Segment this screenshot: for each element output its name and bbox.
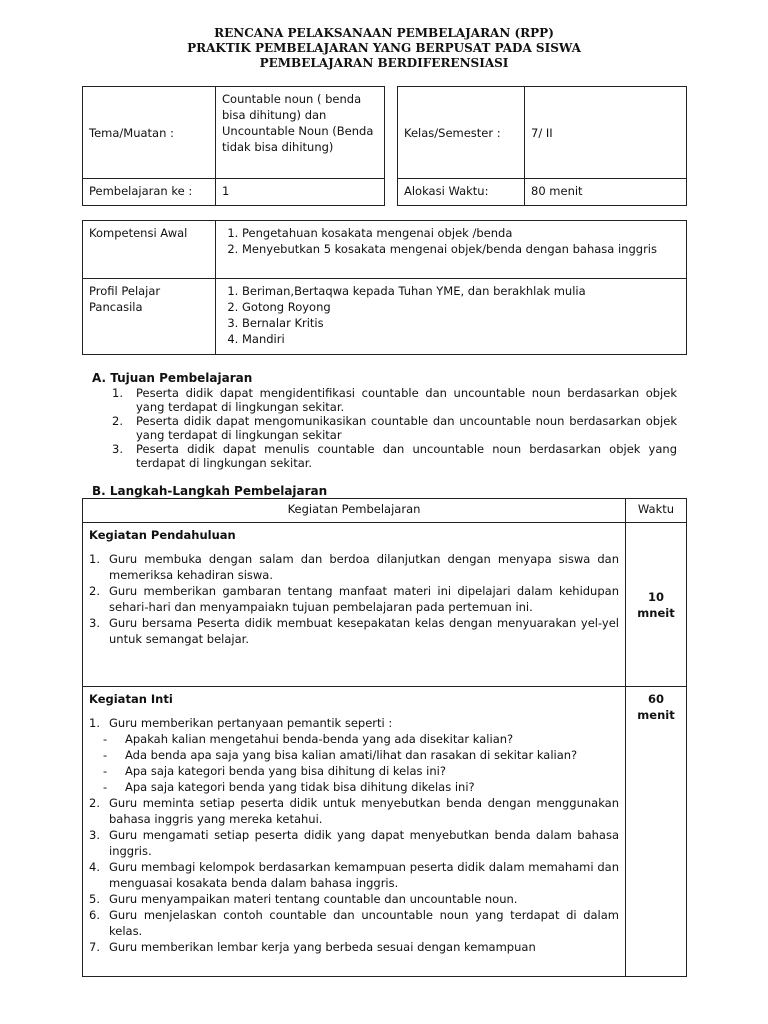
profil-item: 1. Beriman,Bertaqwa kepada Tuhan YME, dan berakhlak mulia: [242, 283, 680, 299]
step-text: Guru menyampaikan materi tentang countable dan uncountable noun.: [109, 892, 518, 906]
kelas-label: Kelas/Semester :: [398, 87, 525, 179]
tujuan-item: [112, 442, 677, 470]
step-item: [89, 715, 619, 731]
step-item: [89, 583, 619, 615]
tujuan-text: Peserta didik dapat menulis countable dan uncountable noun berdasarkan objek yang terdapat di lingkungan sekitar.: [136, 442, 677, 470]
alokasi-label: Alokasi Waktu:: [398, 179, 525, 206]
question-text: Ada benda apa saja yang bisa kalian amati/lihat dan rasakan di sekitar kalian?: [125, 748, 578, 762]
pemantik-questions: [89, 731, 619, 795]
step-text: Guru memberikan gambaran tentang manfaat materi ini dipelajari dalam kehidupan sehari-hari dan menyampaiakn tujuan pembelajaran pada pertemuan ini.: [109, 584, 619, 614]
step-item: [89, 551, 619, 583]
langkah-table: [82, 498, 687, 977]
tujuan-number: 1.: [112, 386, 123, 400]
step-item: [89, 795, 619, 827]
tema-value: Countable noun ( benda bisa dihitung) dan Uncountable Noun (Benda tidak bisa dihitung): [216, 87, 385, 179]
step-number: 5.: [89, 892, 100, 906]
profil-label: Profil Pelajar Pancasila: [83, 279, 216, 355]
profil-list-cell: [216, 279, 687, 355]
step-text: Guru memberikan pertanyaan pemantik seperti :: [109, 716, 393, 730]
tujuan-list: [112, 386, 677, 470]
tujuan-number: 2.: [112, 414, 123, 428]
pembelajaran-label: Pembelajaran ke :: [83, 179, 216, 206]
kompetensi-item: 1. Pengetahuan kosakata mengenai objek /benda: [242, 225, 680, 241]
step-number: 2.: [89, 584, 100, 598]
tujuan-item: [112, 386, 677, 414]
kelas-value: 7/ II: [525, 87, 687, 179]
inti-title: Kegiatan Inti: [89, 692, 173, 706]
question-text: Apa saja kategori benda yang tidak bisa dihitung dikelas ini?: [125, 780, 475, 794]
question-text: Apa saja kategori benda yang bisa dihitung di kelas ini?: [125, 764, 446, 778]
kompetensi-item: 2. Menyebutkan 5 kosakata mengenai objek/benda dengan bahasa inggris: [242, 241, 680, 257]
pendahuluan-steps: [89, 551, 619, 647]
kompetensi-list-cell: [216, 221, 687, 279]
info-table-right: [397, 86, 687, 206]
kompetensi-list: [222, 225, 680, 257]
step-number: 4.: [89, 860, 100, 874]
profil-item: 4. Mandiri: [242, 331, 680, 347]
col-waktu-header: Waktu: [626, 499, 687, 523]
question-text: Apakah kalian mengetahui benda-benda yang ada disekitar kalian?: [125, 732, 514, 746]
tujuan-item: [112, 414, 677, 442]
step-item: [89, 907, 619, 939]
profil-item: 2. Gotong Royong: [242, 299, 680, 315]
step-item: [89, 827, 619, 859]
pendahuluan-cell: [83, 523, 626, 687]
step-text: Guru membuka dengan salam dan berdoa dilanjutkan dengan menyapa siswa dan memeriksa kehadiran siswa.: [109, 552, 619, 582]
inti-time: 60 menit: [626, 687, 687, 977]
step-text: Guru memberikan lembar kerja yang berbeda sesuai dengan kemampuan: [109, 940, 536, 954]
step-number: 6.: [89, 908, 100, 922]
document-header: [0, 26, 768, 71]
step-item: [89, 891, 619, 907]
question-item: - Ada benda apa saja yang bisa kalian amati/lihat dan rasakan di sekitar kalian?: [103, 748, 578, 762]
step-number: 7.: [89, 940, 100, 954]
alokasi-value: 80 menit: [525, 179, 687, 206]
question-item: - Apa saja kategori benda yang bisa dihitung di kelas ini?: [103, 764, 446, 778]
tujuan-text: Peserta didik dapat mengomunikasikan countable dan uncountable noun berdasarkan objek yang terdapat di lingkungan sekitar: [136, 414, 677, 442]
tema-label: Tema/Muatan :: [83, 87, 216, 179]
step-text: Guru mengamati setiap peserta didik yang dapat menyebutkan benda dalam bahasa inggris.: [109, 828, 619, 858]
profil-item: 3. Bernalar Kritis: [242, 315, 680, 331]
inti-cell: [83, 687, 626, 977]
header-line-1: RENCANA PELAKSANAAN PEMBELAJARAN (RPP): [214, 26, 554, 40]
col-kegiatan-header: Kegiatan Pembelajaran: [83, 499, 626, 523]
step-number: 1.: [89, 716, 100, 730]
kompetensi-profil-table: [82, 220, 687, 355]
step-text: Guru membagi kelompok berdasarkan kemampuan peserta didik dalam memahami dan menguasai kosakata benda dalam bahasa inggris.: [109, 860, 619, 890]
inti-steps: [89, 715, 619, 731]
header-line-3: PEMBELAJARAN BERDIFERENSIASI: [259, 56, 509, 70]
tujuan-number: 3.: [112, 442, 123, 456]
step-number: 1.: [89, 552, 100, 566]
question-item: - Apakah kalian mengetahui benda-benda yang ada disekitar kalian?: [103, 732, 514, 746]
step-number: 2.: [89, 796, 100, 810]
kompetensi-label: Kompetensi Awal: [83, 221, 216, 279]
step-item: [89, 859, 619, 891]
info-table-left: [82, 86, 385, 206]
question-item: - Apa saja kategori benda yang tidak bisa dihitung dikelas ini?: [103, 780, 475, 794]
step-number: 3.: [89, 616, 100, 630]
header-line-2: PRAKTIK PEMBELAJARAN YANG BERPUSAT PADA SISWA: [187, 41, 581, 55]
tujuan-title: A. Tujuan Pembelajaran: [92, 371, 253, 385]
langkah-title: B. Langkah-Langkah Pembelajaran: [92, 484, 328, 498]
profil-list: [222, 283, 680, 347]
step-item: [89, 939, 619, 955]
tujuan-text: Peserta didik dapat mengidentifikasi countable dan uncountable noun berdasarkan objek yang terdapat di lingkungan sekitar.: [136, 386, 677, 414]
step-text: Guru menjelaskan contoh countable dan uncountable noun yang terdapat di dalam kelas.: [109, 908, 619, 938]
step-item: [89, 615, 619, 647]
inti-steps-continued: [89, 795, 619, 955]
step-text: Guru bersama Peserta didik membuat kesepakatan kelas dengan menyuarakan yel-yel untuk semangat belajar.: [109, 616, 619, 646]
pembelajaran-value: 1: [216, 179, 385, 206]
step-text: Guru meminta setiap peserta didik untuk menyebutkan benda dengan menggunakan bahasa inggris yang mereka ketahui.: [109, 796, 619, 826]
pendahuluan-title: Kegiatan Pendahuluan: [89, 528, 236, 542]
step-number: 3.: [89, 828, 100, 842]
pendahuluan-time: 10 mneit: [626, 523, 687, 687]
